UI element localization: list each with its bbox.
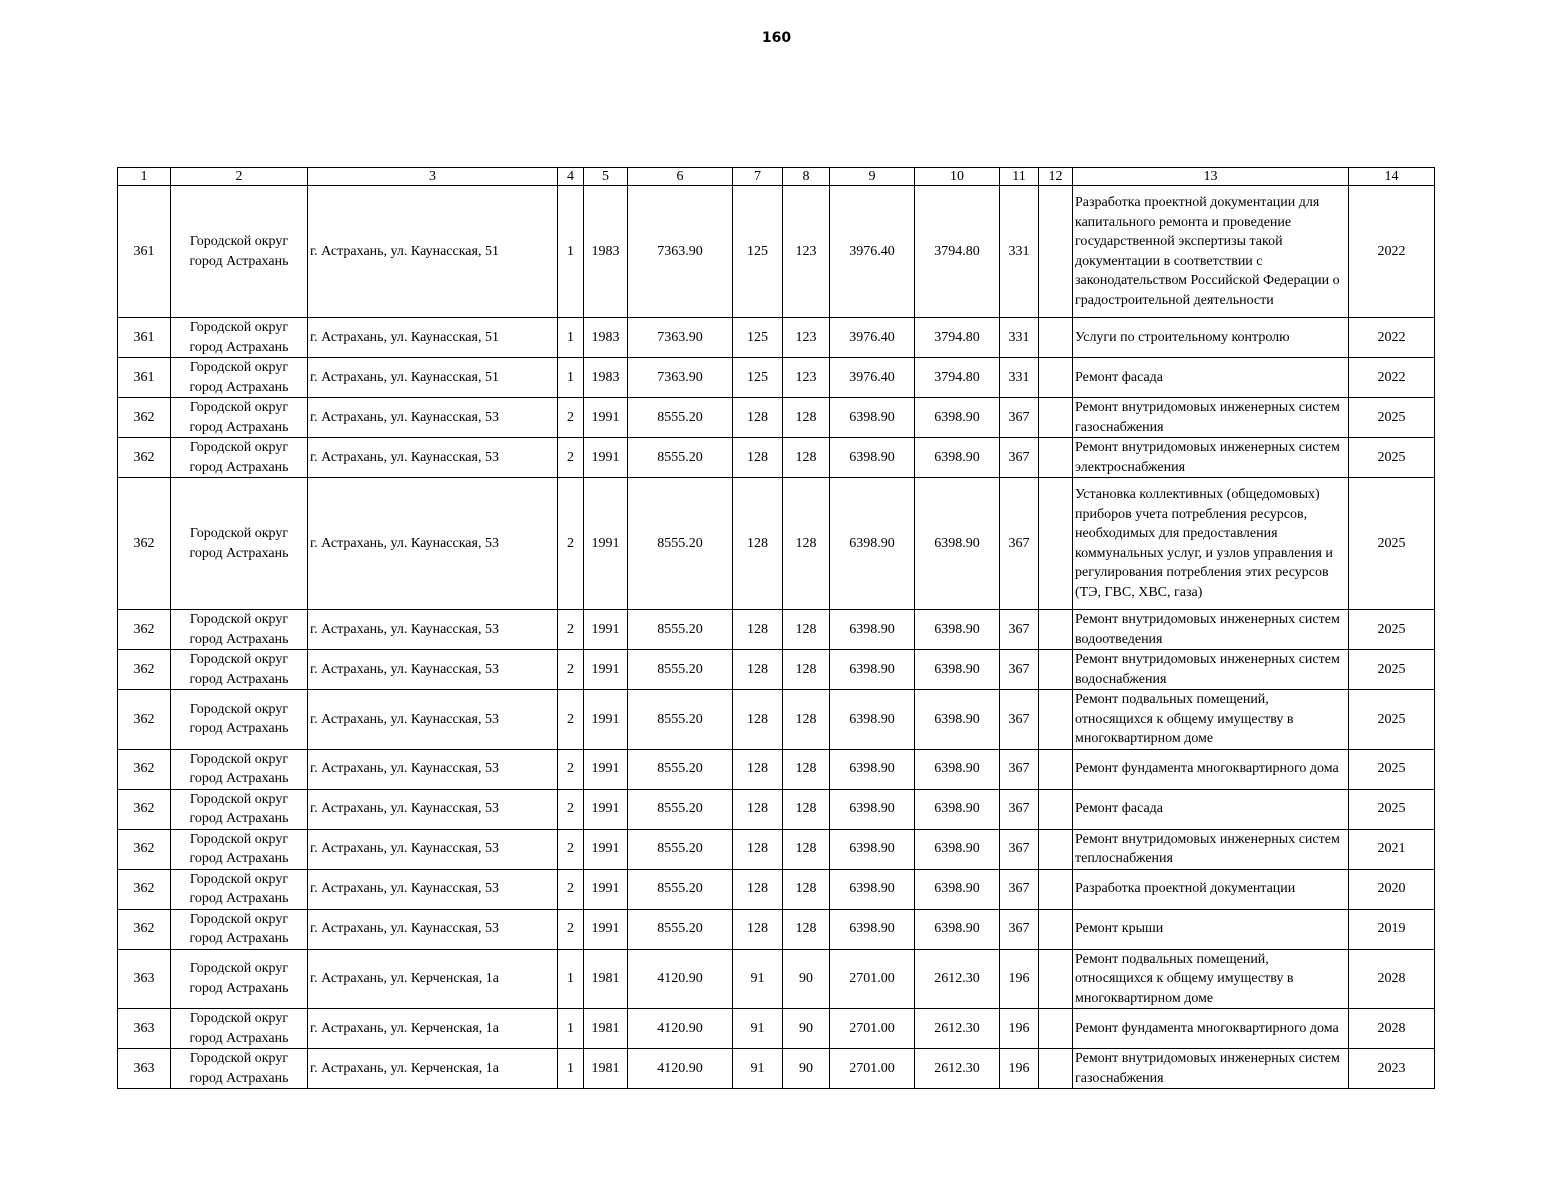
planned-year-cell: 2019 <box>1349 909 1435 949</box>
table-row <box>118 1049 1435 1089</box>
municipality-cell: Городской округ город Астрахань <box>171 610 308 650</box>
col-4-cell: 1 <box>558 358 584 398</box>
col-8-cell: 123 <box>783 186 830 318</box>
col-8-cell: 90 <box>783 949 830 1009</box>
column-header: 8 <box>783 168 830 186</box>
col-9-cell: 6398.90 <box>830 869 915 909</box>
col-10-cell: 6398.90 <box>915 749 1000 789</box>
col-4-cell: 1 <box>558 1049 584 1089</box>
col-9-cell: 6398.90 <box>830 909 915 949</box>
municipality-cell: Городской округ город Астрахань <box>171 438 308 478</box>
planned-year-cell: 2020 <box>1349 869 1435 909</box>
col-10-cell: 6398.90 <box>915 909 1000 949</box>
municipality-cell: Городской округ город Астрахань <box>171 789 308 829</box>
col-10-cell: 2612.30 <box>915 1009 1000 1049</box>
col-7-cell: 128 <box>733 650 783 690</box>
year-built-cell: 1981 <box>584 949 628 1009</box>
work-type-cell: Ремонт крыши <box>1073 909 1349 949</box>
column-header: 13 <box>1073 168 1349 186</box>
col-7-cell: 128 <box>733 789 783 829</box>
municipality-cell: Городской округ город Астрахань <box>171 949 308 1009</box>
work-type-cell: Услуги по строительному контролю <box>1073 318 1349 358</box>
address-cell: г. Астрахань, ул. Керченская, 1а <box>308 949 558 1009</box>
total-area-cell: 8555.20 <box>628 789 733 829</box>
col-8-cell: 128 <box>783 398 830 438</box>
col-10-cell: 2612.30 <box>915 1049 1000 1089</box>
col-7-cell: 128 <box>733 398 783 438</box>
year-built-cell: 1981 <box>584 1009 628 1049</box>
col-7-cell: 91 <box>733 1049 783 1089</box>
col-7-cell: 128 <box>733 438 783 478</box>
table-row <box>118 869 1435 909</box>
work-type-cell: Ремонт фундамента многоквартирного дома <box>1073 1009 1349 1049</box>
col-10-cell: 2612.30 <box>915 949 1000 1009</box>
planned-year-cell: 2025 <box>1349 749 1435 789</box>
municipality-cell: Городской округ город Астрахань <box>171 398 308 438</box>
year-built-cell: 1991 <box>584 478 628 610</box>
total-area-cell: 8555.20 <box>628 650 733 690</box>
col-8-cell: 128 <box>783 829 830 869</box>
object-number-cell: 362 <box>118 478 171 610</box>
col-12-cell <box>1039 478 1073 610</box>
col-10-cell: 6398.90 <box>915 438 1000 478</box>
object-number-cell: 363 <box>118 1049 171 1089</box>
col-12-cell <box>1039 318 1073 358</box>
table-row <box>118 789 1435 829</box>
year-built-cell: 1991 <box>584 789 628 829</box>
col-10-cell: 3794.80 <box>915 318 1000 358</box>
work-type-cell: Ремонт внутридомовых инженерных систем теплоснабжения <box>1073 829 1349 869</box>
col-4-cell: 2 <box>558 869 584 909</box>
object-number-cell: 362 <box>118 869 171 909</box>
total-area-cell: 7363.90 <box>628 358 733 398</box>
col-11-cell: 331 <box>1000 186 1039 318</box>
col-8-cell: 128 <box>783 478 830 610</box>
col-10-cell: 6398.90 <box>915 650 1000 690</box>
object-number-cell: 362 <box>118 438 171 478</box>
col-7-cell: 128 <box>733 829 783 869</box>
table-row <box>118 1009 1435 1049</box>
municipality-cell: Городской округ город Астрахань <box>171 186 308 318</box>
planned-year-cell: 2023 <box>1349 1049 1435 1089</box>
col-4-cell: 2 <box>558 610 584 650</box>
col-11-cell: 367 <box>1000 650 1039 690</box>
table-row <box>118 358 1435 398</box>
work-type-cell: Ремонт подвальных помещений, относящихся к общему имуществу в многоквартирном доме <box>1073 690 1349 750</box>
work-type-cell: Ремонт фундамента многоквартирного дома <box>1073 749 1349 789</box>
work-type-cell: Ремонт внутридомовых инженерных систем электроснабжения <box>1073 438 1349 478</box>
col-4-cell: 2 <box>558 690 584 750</box>
page-number: 160 <box>761 30 792 46</box>
col-8-cell: 128 <box>783 789 830 829</box>
municipality-cell: Городской округ город Астрахань <box>171 318 308 358</box>
col-12-cell <box>1039 398 1073 438</box>
column-header: 12 <box>1039 168 1073 186</box>
column-header: 3 <box>308 168 558 186</box>
col-10-cell: 6398.90 <box>915 690 1000 750</box>
col-12-cell <box>1039 949 1073 1009</box>
col-10-cell: 6398.90 <box>915 610 1000 650</box>
table-row <box>118 909 1435 949</box>
col-9-cell: 6398.90 <box>830 438 915 478</box>
col-7-cell: 128 <box>733 869 783 909</box>
year-built-cell: 1991 <box>584 909 628 949</box>
year-built-cell: 1991 <box>584 829 628 869</box>
col-4-cell: 1 <box>558 949 584 1009</box>
object-number-cell: 362 <box>118 909 171 949</box>
col-9-cell: 6398.90 <box>830 789 915 829</box>
col-12-cell <box>1039 1049 1073 1089</box>
col-9-cell: 2701.00 <box>830 1009 915 1049</box>
col-9-cell: 6398.90 <box>830 690 915 750</box>
col-9-cell: 6398.90 <box>830 478 915 610</box>
address-cell: г. Астрахань, ул. Каунасская, 51 <box>308 186 558 318</box>
col-12-cell <box>1039 650 1073 690</box>
col-11-cell: 367 <box>1000 749 1039 789</box>
total-area-cell: 8555.20 <box>628 869 733 909</box>
year-built-cell: 1991 <box>584 610 628 650</box>
object-number-cell: 362 <box>118 650 171 690</box>
address-cell: г. Астрахань, ул. Каунасская, 51 <box>308 358 558 398</box>
address-cell: г. Астрахань, ул. Каунасская, 53 <box>308 789 558 829</box>
address-cell: г. Астрахань, ул. Каунасская, 53 <box>308 829 558 869</box>
total-area-cell: 7363.90 <box>628 186 733 318</box>
col-7-cell: 125 <box>733 358 783 398</box>
table-row <box>118 949 1435 1009</box>
col-10-cell: 3794.80 <box>915 358 1000 398</box>
work-type-cell: Разработка проектной документации <box>1073 869 1349 909</box>
total-area-cell: 8555.20 <box>628 690 733 750</box>
total-area-cell: 8555.20 <box>628 610 733 650</box>
col-8-cell: 90 <box>783 1009 830 1049</box>
col-11-cell: 367 <box>1000 478 1039 610</box>
planned-year-cell: 2025 <box>1349 398 1435 438</box>
col-7-cell: 91 <box>733 949 783 1009</box>
col-11-cell: 367 <box>1000 909 1039 949</box>
housing-repair-table <box>117 167 1435 1089</box>
col-7-cell: 128 <box>733 478 783 610</box>
object-number-cell: 361 <box>118 318 171 358</box>
municipality-cell: Городской округ город Астрахань <box>171 478 308 610</box>
municipality-cell: Городской округ город Астрахань <box>171 650 308 690</box>
col-9-cell: 6398.90 <box>830 610 915 650</box>
col-4-cell: 1 <box>558 186 584 318</box>
col-8-cell: 123 <box>783 318 830 358</box>
col-12-cell <box>1039 610 1073 650</box>
col-9-cell: 6398.90 <box>830 650 915 690</box>
table-body <box>118 186 1435 1089</box>
column-header: 7 <box>733 168 783 186</box>
planned-year-cell: 2025 <box>1349 690 1435 750</box>
address-cell: г. Астрахань, ул. Каунасская, 51 <box>308 318 558 358</box>
col-8-cell: 128 <box>783 610 830 650</box>
address-cell: г. Астрахань, ул. Каунасская, 53 <box>308 909 558 949</box>
col-11-cell: 331 <box>1000 358 1039 398</box>
col-7-cell: 128 <box>733 909 783 949</box>
col-11-cell: 367 <box>1000 789 1039 829</box>
work-type-cell: Ремонт внутридомовых инженерных систем газоснабжения <box>1073 398 1349 438</box>
work-type-cell: Ремонт подвальных помещений, относящихся к общему имуществу в многоквартирном доме <box>1073 949 1349 1009</box>
column-header: 6 <box>628 168 733 186</box>
address-cell: г. Астрахань, ул. Каунасская, 53 <box>308 650 558 690</box>
col-11-cell: 331 <box>1000 318 1039 358</box>
total-area-cell: 8555.20 <box>628 398 733 438</box>
col-11-cell: 196 <box>1000 949 1039 1009</box>
year-built-cell: 1983 <box>584 318 628 358</box>
total-area-cell: 4120.90 <box>628 949 733 1009</box>
col-7-cell: 91 <box>733 1009 783 1049</box>
table-row <box>118 318 1435 358</box>
col-12-cell <box>1039 186 1073 318</box>
total-area-cell: 4120.90 <box>628 1049 733 1089</box>
col-4-cell: 1 <box>558 1009 584 1049</box>
address-cell: г. Астрахань, ул. Каунасская, 53 <box>308 398 558 438</box>
col-8-cell: 128 <box>783 438 830 478</box>
col-11-cell: 196 <box>1000 1049 1039 1089</box>
table-row <box>118 829 1435 869</box>
total-area-cell: 4120.90 <box>628 1009 733 1049</box>
col-4-cell: 2 <box>558 478 584 610</box>
address-cell: г. Астрахань, ул. Каунасская, 53 <box>308 690 558 750</box>
col-4-cell: 2 <box>558 398 584 438</box>
col-11-cell: 367 <box>1000 869 1039 909</box>
column-header: 2 <box>171 168 308 186</box>
total-area-cell: 8555.20 <box>628 749 733 789</box>
column-header: 10 <box>915 168 1000 186</box>
col-12-cell <box>1039 690 1073 750</box>
work-type-cell: Установка коллективных (общедомовых) приборов учета потребления ресурсов, необходимых для предоставления коммунальных услуг, и узлов управления и регулирования потребления этих ресурсов (ТЭ, ГВС, ХВС, газа) <box>1073 478 1349 610</box>
col-12-cell <box>1039 869 1073 909</box>
year-built-cell: 1991 <box>584 869 628 909</box>
year-built-cell: 1981 <box>584 1049 628 1089</box>
municipality-cell: Городской округ город Астрахань <box>171 1009 308 1049</box>
year-built-cell: 1983 <box>584 186 628 318</box>
col-8-cell: 128 <box>783 650 830 690</box>
planned-year-cell: 2022 <box>1349 318 1435 358</box>
planned-year-cell: 2025 <box>1349 789 1435 829</box>
planned-year-cell: 2025 <box>1349 478 1435 610</box>
address-cell: г. Астрахань, ул. Каунасская, 53 <box>308 869 558 909</box>
municipality-cell: Городской округ город Астрахань <box>171 749 308 789</box>
table-row <box>118 398 1435 438</box>
planned-year-cell: 2025 <box>1349 438 1435 478</box>
col-12-cell <box>1039 789 1073 829</box>
col-9-cell: 3976.40 <box>830 358 915 398</box>
col-11-cell: 367 <box>1000 398 1039 438</box>
address-cell: г. Астрахань, ул. Каунасская, 53 <box>308 610 558 650</box>
col-11-cell: 367 <box>1000 610 1039 650</box>
col-8-cell: 90 <box>783 1049 830 1089</box>
planned-year-cell: 2022 <box>1349 358 1435 398</box>
table-row <box>118 610 1435 650</box>
year-built-cell: 1991 <box>584 398 628 438</box>
col-4-cell: 2 <box>558 749 584 789</box>
municipality-cell: Городской округ город Астрахань <box>171 869 308 909</box>
table-row <box>118 438 1435 478</box>
table-row <box>118 478 1435 610</box>
col-4-cell: 2 <box>558 789 584 829</box>
col-9-cell: 2701.00 <box>830 949 915 1009</box>
planned-year-cell: 2028 <box>1349 949 1435 1009</box>
col-12-cell <box>1039 909 1073 949</box>
col-12-cell <box>1039 749 1073 789</box>
work-type-cell: Ремонт внутридомовых инженерных систем водоснабжения <box>1073 650 1349 690</box>
col-11-cell: 367 <box>1000 690 1039 750</box>
year-built-cell: 1991 <box>584 438 628 478</box>
planned-year-cell: 2025 <box>1349 610 1435 650</box>
total-area-cell: 8555.20 <box>628 478 733 610</box>
col-8-cell: 128 <box>783 909 830 949</box>
object-number-cell: 362 <box>118 398 171 438</box>
col-9-cell: 6398.90 <box>830 398 915 438</box>
column-header: 4 <box>558 168 584 186</box>
col-4-cell: 2 <box>558 909 584 949</box>
column-header: 14 <box>1349 168 1435 186</box>
planned-year-cell: 2022 <box>1349 186 1435 318</box>
col-10-cell: 6398.90 <box>915 478 1000 610</box>
col-8-cell: 128 <box>783 749 830 789</box>
municipality-cell: Городской округ город Астрахань <box>171 690 308 750</box>
col-7-cell: 125 <box>733 186 783 318</box>
object-number-cell: 362 <box>118 610 171 650</box>
address-cell: г. Астрахань, ул. Керченская, 1а <box>308 1049 558 1089</box>
planned-year-cell: 2025 <box>1349 650 1435 690</box>
municipality-cell: Городской округ город Астрахань <box>171 909 308 949</box>
col-10-cell: 6398.90 <box>915 398 1000 438</box>
column-header: 1 <box>118 168 171 186</box>
planned-year-cell: 2028 <box>1349 1009 1435 1049</box>
col-12-cell <box>1039 438 1073 478</box>
col-11-cell: 367 <box>1000 438 1039 478</box>
total-area-cell: 7363.90 <box>628 318 733 358</box>
col-11-cell: 196 <box>1000 1009 1039 1049</box>
column-header: 5 <box>584 168 628 186</box>
year-built-cell: 1991 <box>584 650 628 690</box>
planned-year-cell: 2021 <box>1349 829 1435 869</box>
col-4-cell: 2 <box>558 438 584 478</box>
object-number-cell: 361 <box>118 186 171 318</box>
col-9-cell: 2701.00 <box>830 1049 915 1089</box>
object-number-cell: 362 <box>118 789 171 829</box>
work-type-cell: Ремонт внутридомовых инженерных систем газоснабжения <box>1073 1049 1349 1089</box>
column-header: 11 <box>1000 168 1039 186</box>
work-type-cell: Разработка проектной документации для капитального ремонта и проведение государственной экспертизы такой документации в соответствии с законодательством Российской Федерации о градостроительной деятельности <box>1073 186 1349 318</box>
col-10-cell: 3794.80 <box>915 186 1000 318</box>
address-cell: г. Астрахань, ул. Каунасская, 53 <box>308 438 558 478</box>
year-built-cell: 1991 <box>584 690 628 750</box>
address-cell: г. Астрахань, ул. Каунасская, 53 <box>308 478 558 610</box>
col-9-cell: 6398.90 <box>830 749 915 789</box>
col-9-cell: 6398.90 <box>830 829 915 869</box>
col-4-cell: 1 <box>558 318 584 358</box>
col-12-cell <box>1039 358 1073 398</box>
col-9-cell: 3976.40 <box>830 318 915 358</box>
municipality-cell: Городской округ город Астрахань <box>171 358 308 398</box>
col-11-cell: 367 <box>1000 829 1039 869</box>
year-built-cell: 1983 <box>584 358 628 398</box>
municipality-cell: Городской округ город Астрахань <box>171 1049 308 1089</box>
col-4-cell: 2 <box>558 829 584 869</box>
column-header: 9 <box>830 168 915 186</box>
object-number-cell: 362 <box>118 749 171 789</box>
col-10-cell: 6398.90 <box>915 789 1000 829</box>
year-built-cell: 1991 <box>584 749 628 789</box>
work-type-cell: Ремонт фасада <box>1073 358 1349 398</box>
col-4-cell: 2 <box>558 650 584 690</box>
col-7-cell: 128 <box>733 690 783 750</box>
col-8-cell: 123 <box>783 358 830 398</box>
table-row <box>118 749 1435 789</box>
table-header-row <box>118 168 1435 186</box>
object-number-cell: 363 <box>118 1009 171 1049</box>
total-area-cell: 8555.20 <box>628 438 733 478</box>
col-7-cell: 128 <box>733 610 783 650</box>
col-12-cell <box>1039 829 1073 869</box>
col-7-cell: 128 <box>733 749 783 789</box>
object-number-cell: 362 <box>118 690 171 750</box>
col-7-cell: 125 <box>733 318 783 358</box>
object-number-cell: 363 <box>118 949 171 1009</box>
table-row <box>118 186 1435 318</box>
work-type-cell: Ремонт внутридомовых инженерных систем водоотведения <box>1073 610 1349 650</box>
col-12-cell <box>1039 1009 1073 1049</box>
table-row <box>118 690 1435 750</box>
object-number-cell: 361 <box>118 358 171 398</box>
work-type-cell: Ремонт фасада <box>1073 789 1349 829</box>
col-8-cell: 128 <box>783 869 830 909</box>
municipality-cell: Городской округ город Астрахань <box>171 829 308 869</box>
address-cell: г. Астрахань, ул. Керченская, 1а <box>308 1009 558 1049</box>
col-9-cell: 3976.40 <box>830 186 915 318</box>
col-10-cell: 6398.90 <box>915 829 1000 869</box>
total-area-cell: 8555.20 <box>628 909 733 949</box>
table-row <box>118 650 1435 690</box>
total-area-cell: 8555.20 <box>628 829 733 869</box>
col-10-cell: 6398.90 <box>915 869 1000 909</box>
col-8-cell: 128 <box>783 690 830 750</box>
object-number-cell: 362 <box>118 829 171 869</box>
address-cell: г. Астрахань, ул. Каунасская, 53 <box>308 749 558 789</box>
